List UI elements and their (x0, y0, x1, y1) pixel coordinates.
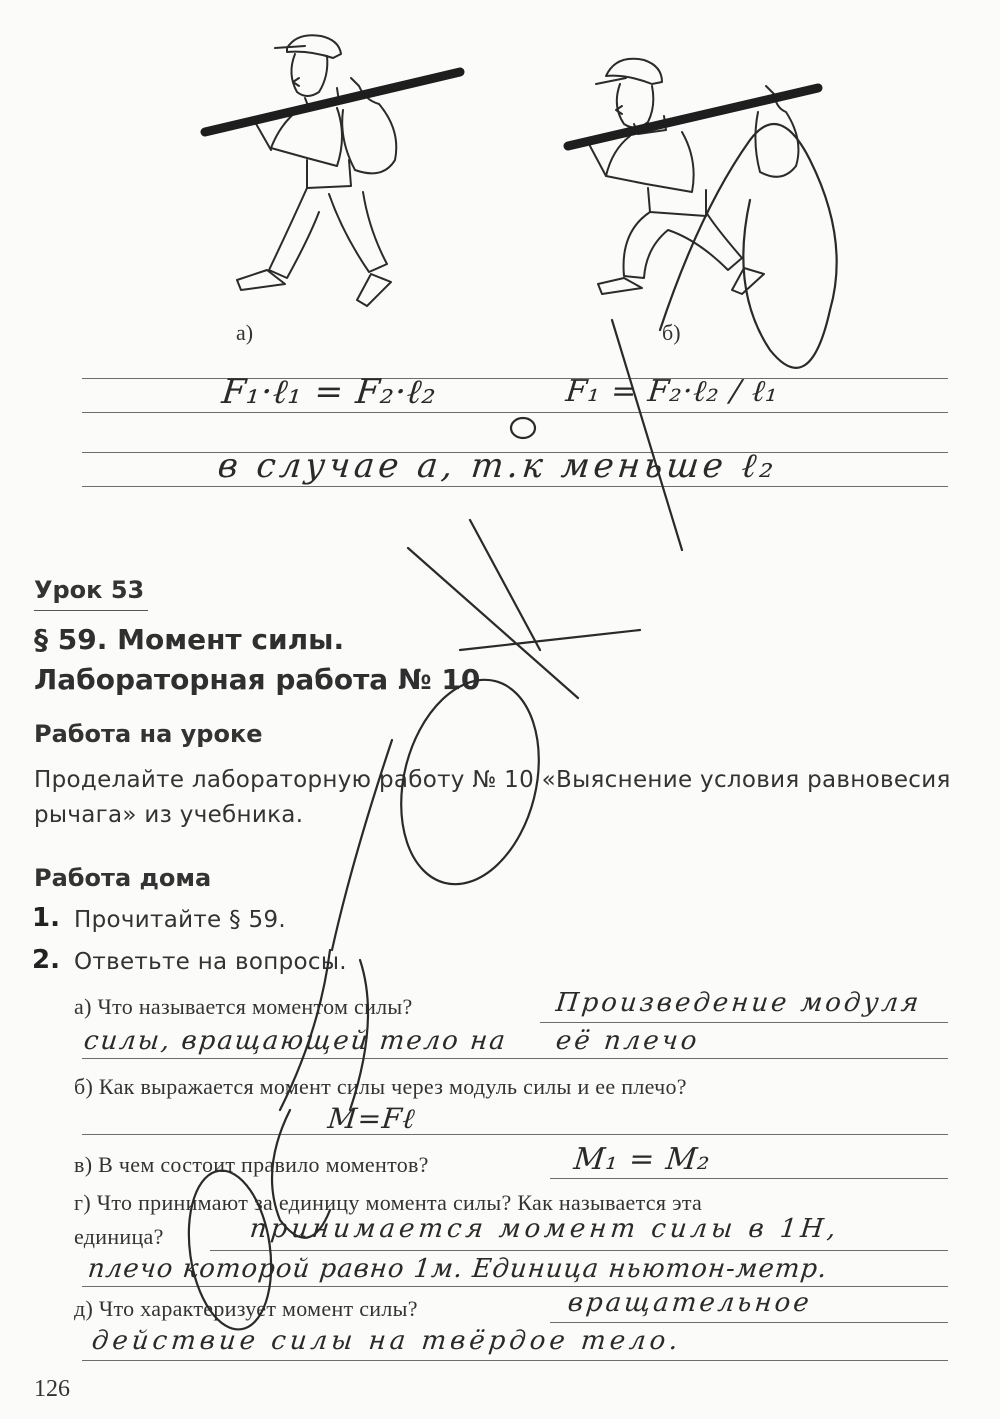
task-number-1: 1. (32, 903, 60, 933)
handwritten-formula-2: F₁ = F₂·ℓ₂ / ℓ₁ (564, 374, 781, 409)
scribble-big-o (381, 665, 559, 899)
question-a: а) Что называется моментом силы? (74, 994, 413, 1019)
question-g-line-2: единица? (74, 1224, 164, 1249)
scribble-line-k-1 (408, 548, 578, 698)
question-d: д) Что характеризует момент силы? (74, 1296, 418, 1321)
handwritten-answer-line: в случае а, т.к меньше ℓ₂ (215, 446, 780, 486)
section-title-line-2: Лабораторная работа № 10 (34, 663, 481, 696)
class-work-heading: Работа на уроке (34, 720, 263, 748)
answer-a-line-1: Произведение модуля (554, 988, 923, 1018)
scribble-small-o (511, 418, 535, 438)
scribble-line-k-2 (470, 520, 540, 650)
answer-d-line-1: вращательное (566, 1288, 814, 1318)
task-text-2: Ответьте на вопросы. (74, 949, 347, 975)
figure-a-caption: а) (236, 320, 254, 345)
task-text-1: Прочитайте § 59. (74, 907, 286, 933)
section-title-line-1: § 59. Момент силы. (34, 623, 345, 656)
question-g-line-1: г) Что принимают за единицу момента силы? Как называется эта (74, 1190, 703, 1215)
scribble-bottom-o (179, 1165, 280, 1335)
scribble-stroke-2 (280, 950, 330, 1110)
question-v: в) В чем состоит правило моментов? (74, 1152, 429, 1177)
handwritten-formula-1: F₁·ℓ₁ = F₂·ℓ₂ (219, 372, 439, 412)
answer-g-line-2: плечо которой равно 1м. Единица ньютон-метр. (86, 1254, 829, 1284)
scribble-stroke-1 (332, 740, 392, 950)
answer-d-line-2: действие силы на твёрдое тело. (90, 1326, 684, 1356)
lesson-label: Урок 53 (34, 576, 145, 604)
answer-a-line-3: её плечо (554, 1026, 702, 1056)
scribble-curve-bottom (272, 1110, 330, 1238)
page-number: 126 (34, 1376, 70, 1402)
figure-b-caption: б) (662, 320, 681, 345)
home-work-heading-text: Работа дома (34, 864, 212, 892)
class-work-text: Проделайте лабораторную работу № 10 «Выяснение условия равновесия рычага» из учебника. (34, 767, 951, 828)
scribble-stroke-3 (350, 960, 368, 1110)
answer-a-line-2: силы, вращающей тело на (82, 1026, 509, 1056)
task-number-2: 2. (32, 945, 60, 975)
scribble-line-k-3 (460, 630, 640, 650)
answer-g-line-1: принимается момент силы в 1Н, (248, 1214, 842, 1244)
scribble-diagonal-1 (612, 320, 682, 550)
question-b: б) Как выражается момент силы через модуль силы и ее плечо? (74, 1074, 687, 1099)
answer-v: M₁ = M₂ (572, 1142, 713, 1177)
scribble-loop-top (660, 124, 837, 368)
answer-b: M=Fℓ (326, 1102, 418, 1135)
